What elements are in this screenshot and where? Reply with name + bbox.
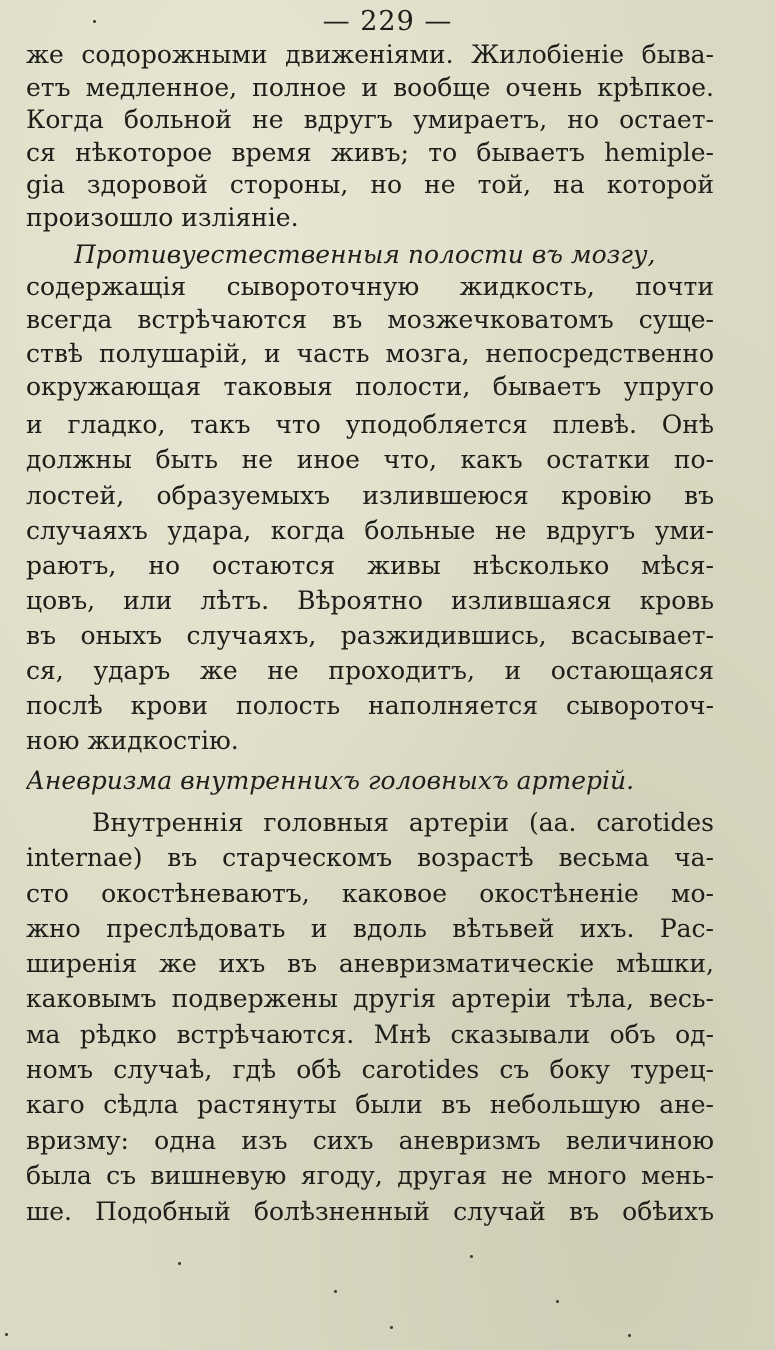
text-line: послѣ крови полость наполняется сывороточ- (26, 691, 714, 720)
text-line: содержащія сывороточную жидкость, почти (26, 272, 714, 301)
text-line: сто окостѣневаютъ, каковое окостѣненіе мо- (26, 879, 714, 908)
text-line: окружающая таковыя полости, бываетъ упруго (26, 372, 714, 401)
text-line: ною жидкостію. (26, 726, 239, 755)
text-line: номъ случаѣ, гдѣ обѣ carotides съ боку турец- (26, 1055, 714, 1084)
text-line: Когда больной не вдругъ умираетъ, но остает- (26, 105, 714, 134)
text-line: каго сѣдла растянуты были въ небольшую ане- (26, 1090, 714, 1119)
text-line: раютъ, но остаются живы нѣсколько мѣся- (26, 551, 714, 580)
paper-speck (470, 1255, 473, 1258)
text-line: случаяхъ удара, когда больные не вдругъ уми- (26, 516, 714, 545)
text-line: ширенія же ихъ въ аневризматическіе мѣшки, (26, 949, 714, 978)
text-line: лостей, образуемыхъ излившеюся кровію въ (26, 481, 714, 510)
text-line: Внутреннія головныя артеріи (aa. carotides (92, 808, 714, 837)
page-number: — 229 — (322, 6, 453, 37)
text-line: была съ вишневую ягоду, другая не много мень- (26, 1161, 714, 1190)
text-line: каковымъ подвержены другія артеріи тѣла, весь- (26, 984, 714, 1013)
paper-speck (556, 1300, 559, 1303)
text-line: ма рѣдко встрѣчаются. Мнѣ сказывали объ од- (26, 1020, 714, 1049)
text-line: жно преслѣдовать и вдоль вѣтьвей ихъ. Рас- (26, 914, 714, 943)
text-line: и гладко, такъ что уподобляется плевѣ. Онѣ (26, 410, 714, 439)
text-line: ствѣ полушарій, и часть мозга, непосредственно (26, 339, 714, 368)
text-line: же содорожными движеніями. Жилобіеніе быва- (26, 40, 714, 69)
text-line: ше. Подобный болѣзненный случай въ обѣихъ (26, 1197, 714, 1226)
text-line: gia здоровой стороны, но не той, на которой (26, 170, 714, 199)
paper-speck (93, 20, 96, 23)
text-line: произошло изліяніе. (26, 203, 299, 232)
section-heading: Аневризма внутреннихъ головныхъ артерій. (26, 766, 635, 795)
text-line: вризму: одна изъ сихъ аневризмъ величиною (26, 1126, 714, 1155)
text-line: цовъ, или лѣтъ. Вѣроятно излившаяся кровь (26, 586, 714, 615)
text-line: всегда встрѣчаются въ мозжечковатомъ суще- (26, 305, 714, 334)
paper-speck (5, 1333, 8, 1336)
text-line: ся, ударъ же не проходитъ, и остающаяся (26, 656, 714, 685)
section-heading: Противуестественныя полости въ мозгу, (74, 240, 656, 269)
paper-speck (390, 1326, 393, 1329)
text-line: въ оныхъ случаяхъ, разжидившись, всасывает- (26, 621, 714, 650)
paper-speck (334, 1290, 337, 1293)
paper-speck (178, 1262, 181, 1265)
text-line: internae) въ старческомъ возрастѣ весьма ча- (26, 843, 714, 872)
paper-speck (628, 1334, 631, 1337)
text-line: ся нѣкоторое время живъ; то бываетъ hemiple- (26, 138, 714, 167)
text-line: должны быть не иное что, какъ остатки по- (26, 445, 714, 474)
text-line: етъ медленное, полное и вообще очень крѣпкое. (26, 73, 714, 102)
